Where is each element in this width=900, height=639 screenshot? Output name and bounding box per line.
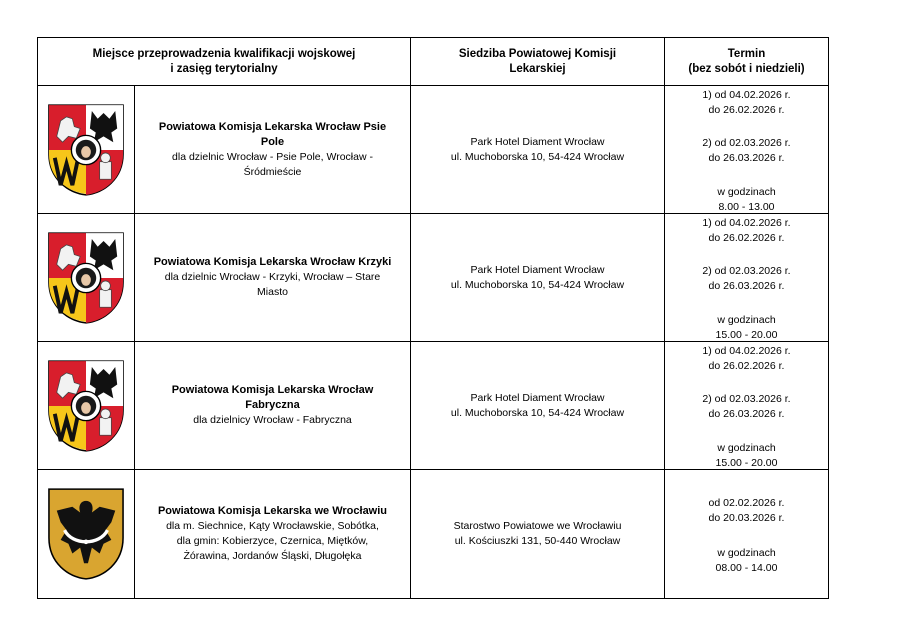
seat-address: ul. Muchoborska 10, 54-424 Wrocław	[450, 150, 625, 163]
term-hours: w godzinach 15.00 - 20.00	[715, 442, 778, 469]
term-hours: w godzinach 8.00 - 13.00	[717, 186, 776, 213]
term-hours: w godzinach 15.00 - 20.00	[715, 314, 778, 341]
seat-address: ul. Kościuszki 131, 50-440 Wrocław	[454, 535, 621, 547]
wroclaw-city-coat-of-arms-icon	[47, 231, 125, 325]
commission-scope: Śródmieście	[243, 165, 302, 178]
term-period-1: 1) od 04.02.2026 r. do 26.02.2026 r.	[702, 89, 791, 116]
term-cell	[665, 214, 829, 342]
commission-cell	[135, 86, 411, 214]
seat-name: Park Hotel Diament Wrocław	[470, 391, 605, 404]
commission-scope: dla gmin: Kobierzyce, Czernica, Miętków,	[176, 535, 369, 547]
commission-cell	[135, 342, 411, 470]
crest-cell	[38, 470, 135, 599]
commission-name: Powiatowa Komisja Lekarska we Wrocławiu	[157, 505, 388, 517]
commission-scope: dla dzielnic Wrocław - Psie Pole, Wrocław -	[172, 150, 373, 163]
commission-name: Powiatowa Komisja Lekarska Wrocław	[171, 384, 374, 396]
seat-name: Park Hotel Diament Wrocław	[470, 135, 605, 148]
seat-address: ul. Muchoborska 10, 54-424 Wrocław	[450, 406, 625, 419]
crest-cell	[38, 342, 135, 470]
commission-scope: Miasto	[257, 286, 288, 298]
table-row	[38, 342, 829, 470]
seat-cell	[411, 214, 665, 342]
term-period-2: 2) od 02.03.2026 r. do 26.03.2026 r.	[702, 265, 791, 292]
term-period-1: 1) od 04.02.2026 r. do 26.02.2026 r.	[702, 345, 791, 372]
term-hours: w godzinach 08.00 - 14.00	[715, 547, 778, 574]
header-seat: Siedziba Powiatowej Komisji Lekarskiej	[411, 38, 665, 86]
commission-scope: Żórawina, Jordanów Śląski, Długołęka	[183, 550, 362, 562]
term-period-2: 2) od 02.03.2026 r. do 26.03.2026 r.	[702, 137, 791, 164]
crest-cell	[38, 86, 135, 214]
seat-cell	[411, 470, 665, 599]
qualification-schedule-table	[37, 37, 829, 599]
header-term: Termin (bez sobót i niedzieli)	[665, 38, 829, 86]
commission-cell	[135, 470, 411, 599]
term-period-2: 2) od 02.03.2026 r. do 26.03.2026 r.	[702, 393, 791, 420]
table-header-row	[38, 38, 829, 86]
header-location: Miejsce przeprowadzenia kwalifikacji wojskowej i zasięg terytorialny	[38, 38, 411, 86]
commission-name: Pole	[260, 135, 285, 148]
seat-name: Starostwo Powiatowe we Wrocławiu	[453, 520, 622, 532]
wroclaw-city-coat-of-arms-icon	[47, 103, 125, 197]
seat-cell	[411, 342, 665, 470]
term-cell	[665, 342, 829, 470]
commission-name: Powiatowa Komisja Lekarska Wrocław Krzyki	[153, 256, 392, 268]
commission-scope: dla m. Siechnice, Kąty Wrocławskie, Sobótka,	[166, 520, 379, 532]
commission-name: Fabryczna	[245, 399, 300, 411]
term-cell	[665, 86, 829, 214]
commission-scope: dla dzielnicy Wrocław - Fabryczna	[193, 414, 352, 426]
term-period: od 02.02.2026 r. do 20.03.2026 r.	[708, 497, 785, 524]
term-period-1: 1) od 04.02.2026 r. do 26.02.2026 r.	[702, 217, 791, 244]
wroclaw-city-coat-of-arms-icon	[47, 359, 125, 453]
crest-cell	[38, 214, 135, 342]
table-row	[38, 86, 829, 214]
commission-scope: dla dzielnic Wrocław - Krzyki, Wrocław – Stare	[164, 271, 381, 283]
wroclaw-county-coat-of-arms-icon	[47, 487, 125, 581]
table-row	[38, 214, 829, 342]
seat-name: Park Hotel Diament Wrocław	[470, 263, 605, 276]
seat-cell	[411, 86, 665, 214]
term-cell	[665, 470, 829, 599]
commission-name: Powiatowa Komisja Lekarska Wrocław Psie	[158, 120, 387, 133]
seat-address: ul. Muchoborska 10, 54-424 Wrocław	[450, 278, 625, 291]
commission-cell	[135, 214, 411, 342]
table-row	[38, 470, 829, 599]
